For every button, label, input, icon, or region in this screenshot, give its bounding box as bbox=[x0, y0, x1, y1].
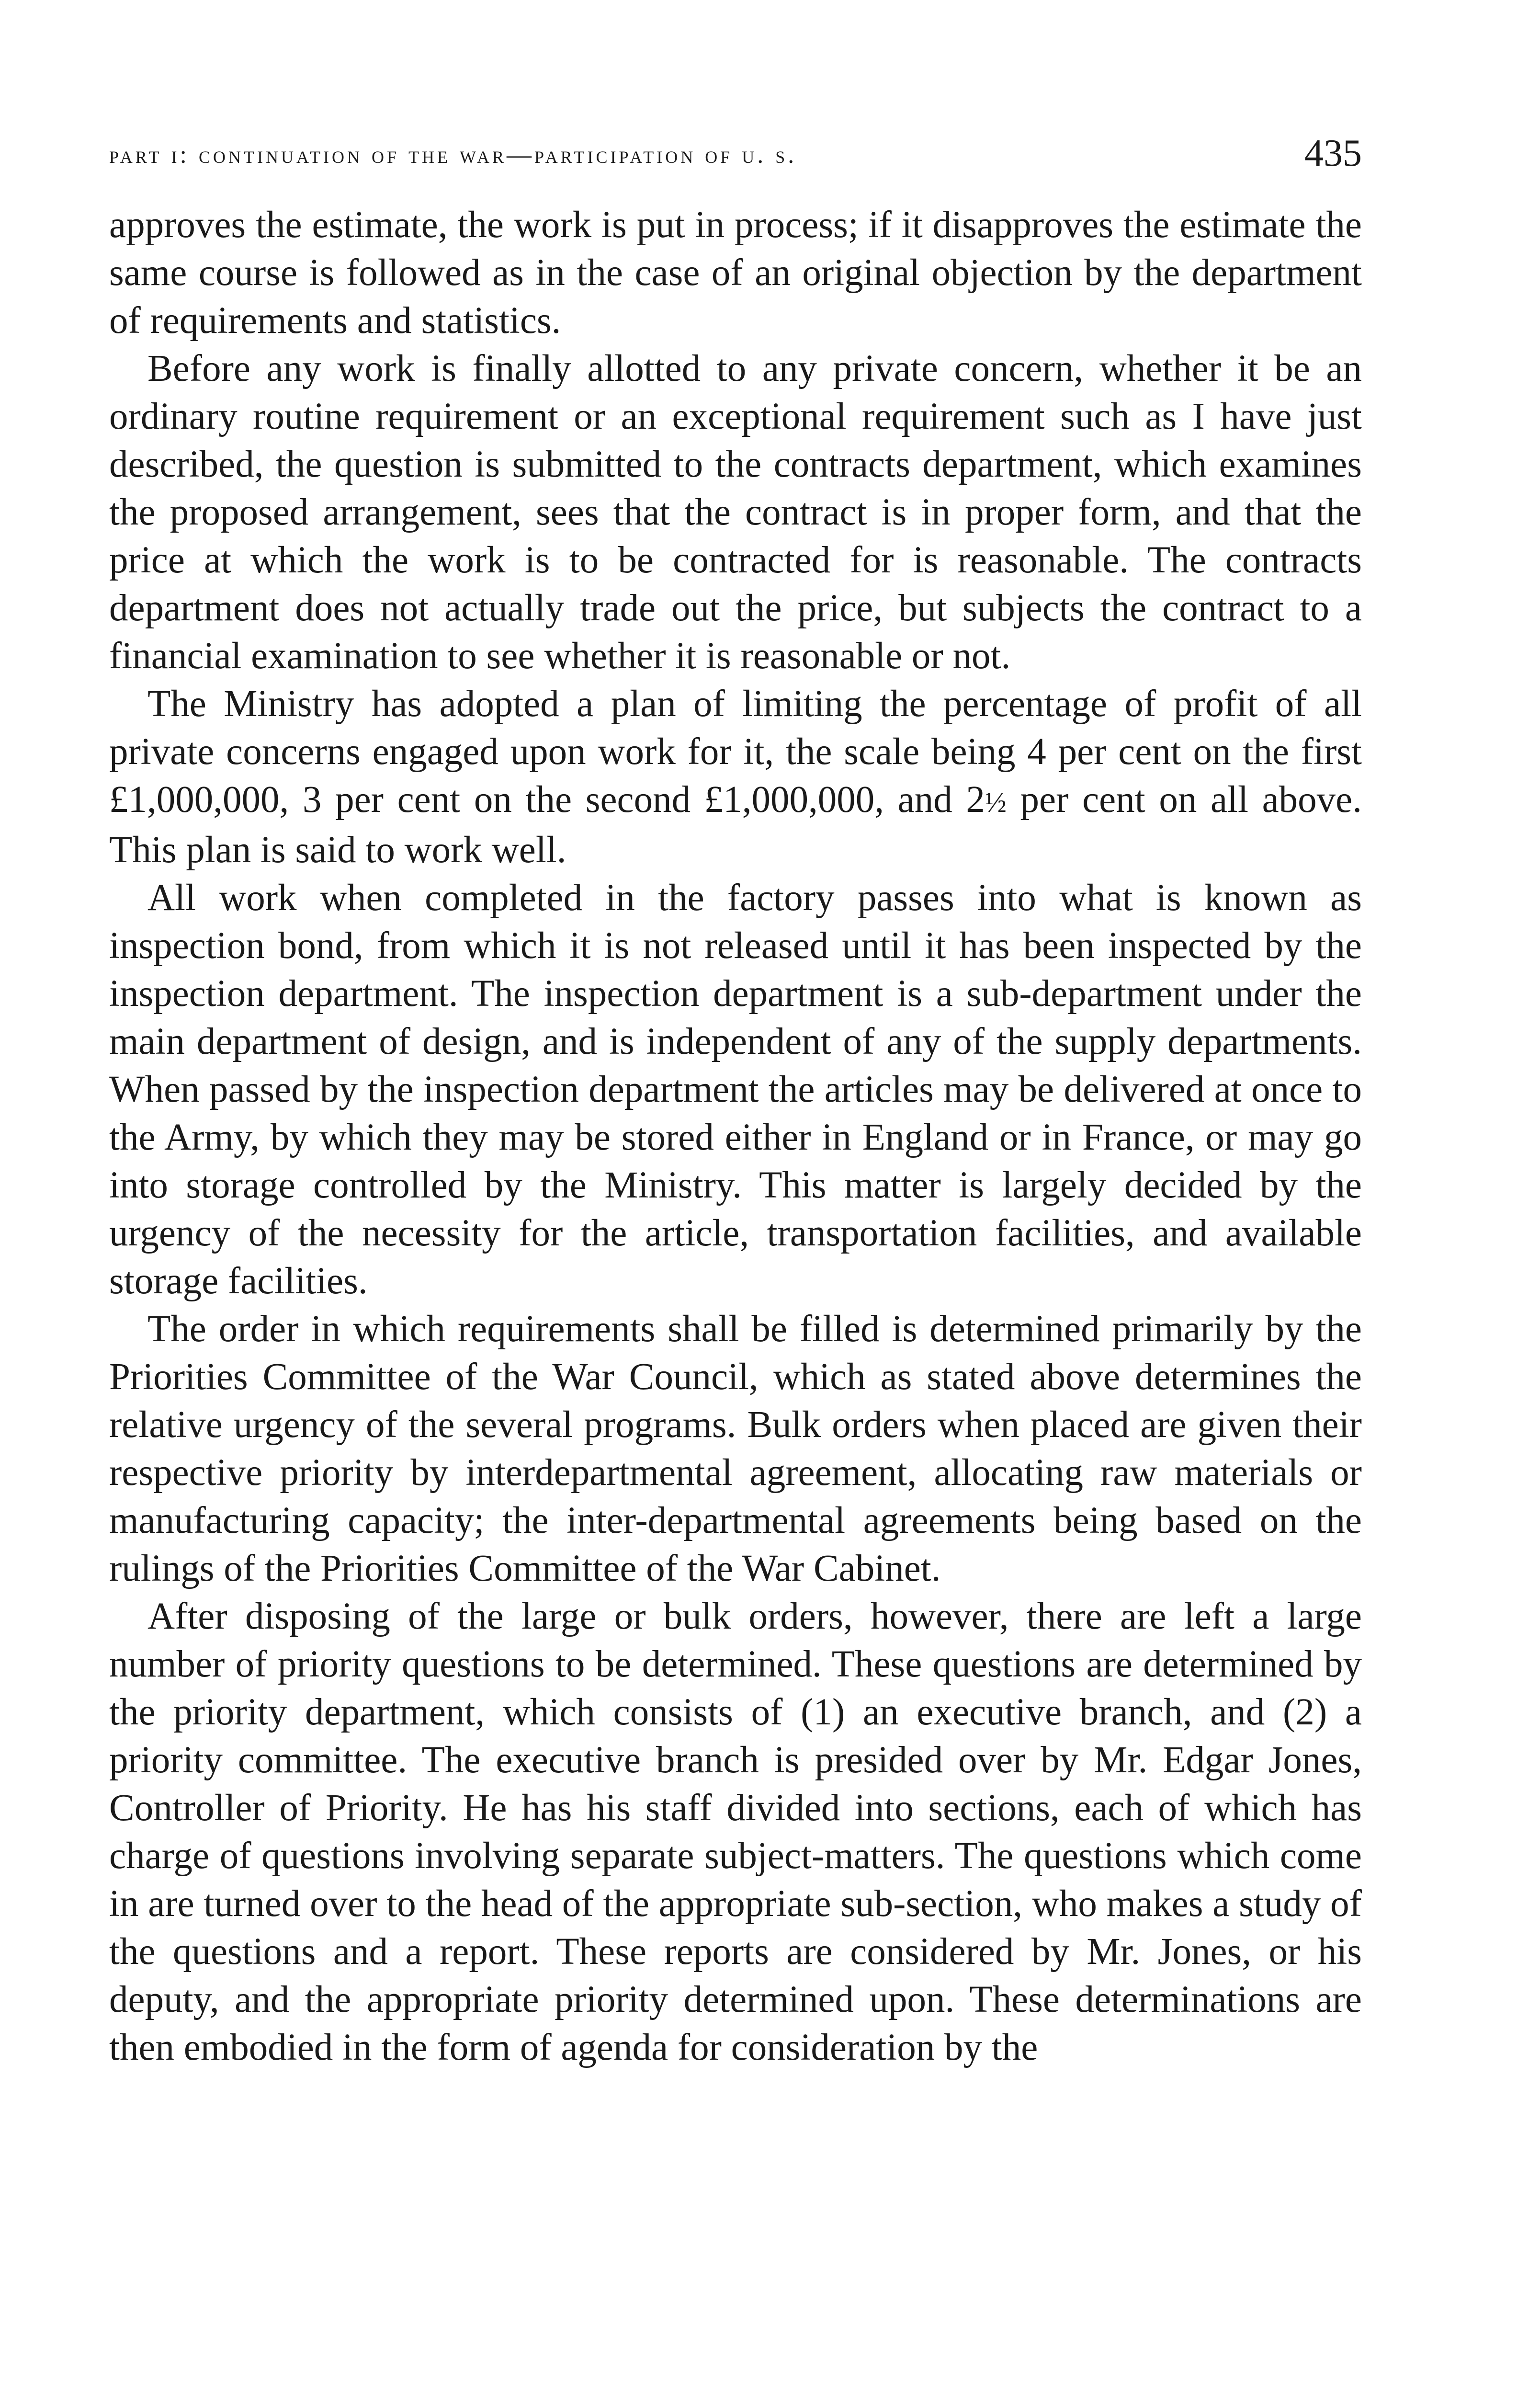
paragraph-priorities: The order in which requirements shall be filled is determined primarily by the Priorities Committee of the War Council, which as stated above determines the relative urgency of the several programs. Bulk orders when placed are given their respective priority by interdepartmental agreement, allocating raw materials or manufacturing capacity; the inter-departmental agreements being based on the rulings of the Priorities Committee of the War Cabinet. bbox=[109, 1308, 1362, 1589]
body-text bbox=[109, 201, 1362, 2072]
paragraph-inspection: All work when completed in the factory passes into what is known as inspection bond, from which it is not released until it has been inspected by the inspection department. The inspection department is a sub-department under the main department of design, and is independent of any of the supply departments. When passed by the inspection department the articles may be delivered at once to the Army, by which they may be stored either in England or in France, or may go into storage controlled by the Ministry. This matter is largely decided by the urgency of the necessity for the article, transportation facilities, and available storage facilities. bbox=[109, 877, 1362, 1302]
profit-fraction: ½ bbox=[985, 787, 1007, 818]
page-number: 435 bbox=[1304, 132, 1362, 174]
paragraph-continued: approves the estimate, the work is put in process; if it disapproves the estimate the same course is followed as in the case of an original objection by the department of requirements and statistics. bbox=[109, 204, 1362, 342]
profit-text-before: The Ministry has adopted a plan of limiting the percentage of profit of all private concerns engaged upon work for it, the scale being 4 per cent on the first £1,000,000, 3 per cent on the second £1,000,000, and 2 bbox=[109, 683, 1362, 821]
paragraph-priority-department: After disposing of the large or bulk orders, however, there are left a large number of priority questions to be determined. These questions are determined by the priority department, which consists of (1) an executive branch, and (2) a priority committee. The executive branch is presided over by Mr. Edgar Jones, Controller of Priority. He has his staff divided into sections, each of which has charge of questions involving separate subject-matters. The questions which come in are turned over to the head of the appropriate sub-section, who makes a study of the questions and a report. These reports are considered by Mr. Jones, or his deputy, and the appropriate priority determined upon. These determinations are then embodied in the form of agenda for consideration by the bbox=[109, 1596, 1362, 2068]
profit-text-after: per cent on all above. This plan is said to work well. bbox=[109, 779, 1362, 871]
running-title: part i: continuation of the war—participation of u. s. bbox=[109, 141, 797, 169]
paragraph-contracts-department: Before any work is finally allotted to any private concern, whether it be an ordinary routine requirement or an exceptional requirement such as I have just described, the question is submitted to the contracts department, which examines the proposed arrangement, sees that the contract is in proper form, and that the price at which the work is to be contracted for is reasonable. The contracts department does not actually trade out the price, but subjects the contract to a financial examination to see whether it is reasonable or not. bbox=[109, 348, 1362, 677]
paragraph-profit-limits bbox=[109, 680, 1362, 874]
running-head bbox=[109, 115, 1362, 172]
